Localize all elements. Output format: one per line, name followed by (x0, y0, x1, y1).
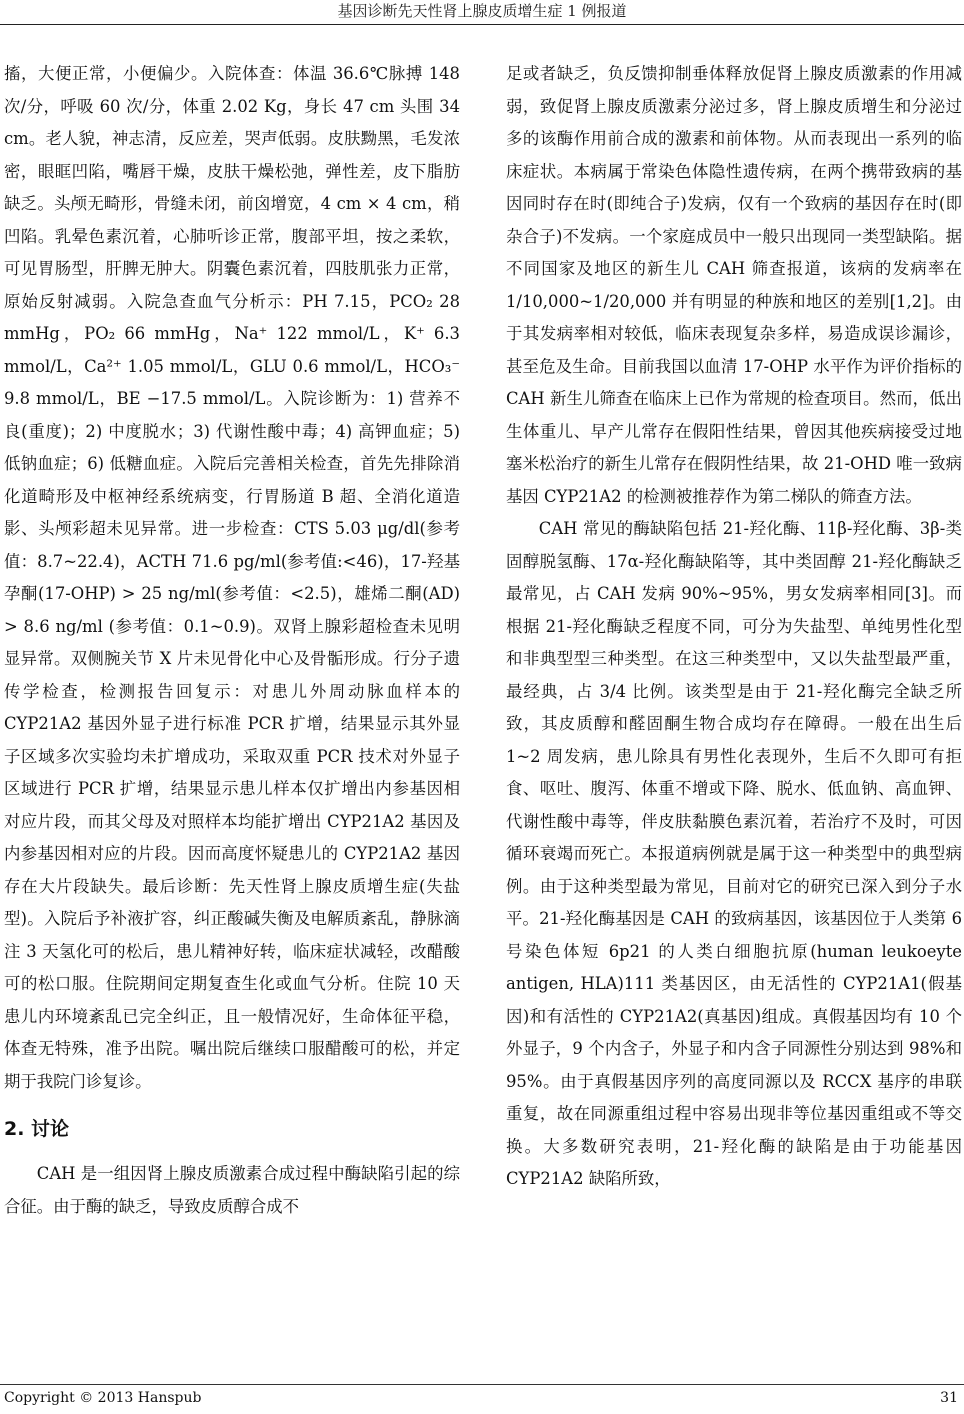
discussion-paragraph-2: CAH 常见的酶缺陷包括 21-羟化酶、11β-羟化酶、3β-类固醇脱氢酶、17α-羟化酶缺陷等，其中类固醇 21-羟化酶缺乏最常见，占 CAH 发病 90%~95%，男女发病率相同[3]。而根据 21-羟化酶缺乏程度不同，可分为失盐型、单纯男性化型和非典型型三种类型。在这三种类型中，又以失盐型最严重，最经典，占 3/4 比例。该类型是由于 21-羟化酶完全缺乏所致，其皮质醇和醛固酮生物合成均存在障碍。一般在出生后 1~2 周发病，患儿除具有男性化表现外，生后不久即可有拒食、呕吐、腹泻、体重不增或下降、脱水、低血钠、高血钾、代谢性酸中毒等，伴皮肤黏膜色素沉着，若治疗不及时，可因循环衰竭而死亡。本报道病例就是属于这一种类型中的典型病例。由于这种类型最为常见，目前对它的研究已深入到分子水平。21-羟化酶基因是 CAH 的致病基因，该基因位于人类第 6 号染色体短 6p21 的人类白细胞抗原(human leukoeyte antigen, HLA)111 类基因区，由无活性的 CYP21A1(假基因)和有活性的 CYP21A2(真基因)组成。真假基因均有 10 个外显子，9 个内含子，外显子和内含子同源性分别达到 98%和 95%。由于真假基因序列的高度同源以及 RCCX 基序的串联重复，故在同源重组过程中容易出现非等位基因重组或不等交换。大多数研究表明，21-羟化酶的缺陷是由于功能基因 CYP21A2 缺陷所致， (506, 519, 962, 1188)
copyright-notice: Copyright © 2013 Hanspub (4, 1390, 202, 1406)
running-header: 基因诊断先天性肾上腺皮质增生症 1 例报道 (337, 2, 627, 20)
right-column (506, 58, 962, 1196)
header-rule (0, 24, 964, 25)
page-number: 31 (940, 1390, 958, 1406)
section-heading-discussion: 2. 讨论 (4, 1118, 70, 1140)
discussion-paragraph-continued: 足或者缺乏，负反馈抑制垂体释放促肾上腺皮质激素的作用减弱，致促肾上腺皮质激素分泌过多，肾上腺皮质增生和分泌过多的该酶作用前合成的激素和前体物。从而表现出一系列的临床症状。本病属于常染色体隐性遗传病，在两个携带致病的基因同时存在时(即纯合子)发病，仅有一个致病的基因存在时(即杂合子)不发病。一个家庭成员中一般只出现同一类型缺陷。据不同国家及地区的新生儿 CAH 筛查报道，该病的发病率在 1/10,000~1/20,000 并有明显的种族和地区的差别[1,2]。由于其发病率相对较低，临床表现复杂多样，易造成误诊漏诊，甚至危及生命。目前我国以血清 17-OHP 水平作为评价指标的 CAH 新生儿筛查在临床上已作为常规的检查项目。然而，低出生体重儿、早产儿常存在假阳性结果，曾因其他疾病接受过地塞米松治疗的新生儿常存在假阴性结果，故 21-OHD 唯一致病基因 CYP21A2 的检测被推荐作为第二梯队的筛查方法。 (506, 64, 962, 506)
left-column (4, 58, 460, 1223)
discussion-paragraph-1: CAH 是一组因肾上腺皮质激素合成过程中酶缺陷引起的综合征。由于酶的缺乏，导致皮质醇合成不 (4, 1164, 460, 1216)
case-report-paragraph: 搐，大便正常，小便偏少。入院体查：体温 36.6℃脉搏 148 次/分，呼吸 60 次/分，体重 2.02 Kg，身长 47 cm 头围 34 cm。老人貌，神志清，反应差，哭声低弱。皮肤黝黑，毛发浓密，眼眶凹陷，嘴唇干燥，皮肤干燥松弛，弹性差，皮下脂肪缺乏。头颅无畸形，骨缝未闭，前囟增宽，4 cm × 4 cm，稍凹陷。乳晕色素沉着，心肺听诊正常，腹部平坦，按之柔软，可见胃肠型，肝脾无肿大。阴囊色素沉着，四肢肌张力正常，原始反射减弱。入院急查血气分析示：PH 7.15，PCO₂ 28 mmHg，PO₂ 66 mmHg，Na⁺ 122 mmol/L，K⁺ 6.3 mmol/L，Ca²⁺ 1.05 mmol/L，GLU 0.6 mmol/L，HCO₃⁻ 9.8 mmol/L，BE −17.5 mmol/L。入院诊断为：1) 营养不良(重度)；2) 中度脱水；3) 代谢性酸中毒；4) 高钾血症；5) 低钠血症；6) 低糖血症。入院后完善相关检查，首先先排除消化道畸形及中枢神经系统病变，行胃肠道 B 超、全消化道造影、头颅彩超未见异常。进一步检查：CTS 5.03 μg/dl(参考值：8.7~22.4)，ACTH 71.6 pg/ml(参考值:<46)，17-羟基孕酮(17-OHP) > 25 ng/ml(参考值：<2.5)，雄烯二酮(AD) > 8.6 ng/ml (参考值：0.1~0.9)。双肾上腺彩超检查未见明显异常。双侧腕关节 X 片未见骨化中心及骨骺形成。行分子遗传学检查，检测报告回复示：对患儿外周动脉血样本的 CYP21A2 基因外显子进行标准 PCR 扩增，结果显示其外显子区域多次实验均未扩增成功，采取双重 PCR 技术对外显子区域进行 PCR 扩增，结果显示患儿样本仅扩增出内参基因相对应片段，而其父母及对照样本均能扩增出 CYP21A2 基因及内参基因相对应的片段。因而高度怀疑患儿的 CYP21A2 基因存在大片段缺失。最后诊断：先天性肾上腺皮质增生症(失盐型)。入院后予补液扩容，纠正酸碱失衡及电解质紊乱，静脉滴注 3 天氢化可的松后，患儿精神好转，临床症状减轻，改醋酸可的松口服。住院期间定期复查生化或血气分析。住院 10 天患儿内环境紊乱已完全纠正，且一般情况好，生命体征平稳，体查无特殊，准予出院。嘱出院后继续口服醋酸可的松，并定期于我院门诊复诊。 (4, 64, 460, 1091)
footer-rule (0, 1384, 964, 1385)
